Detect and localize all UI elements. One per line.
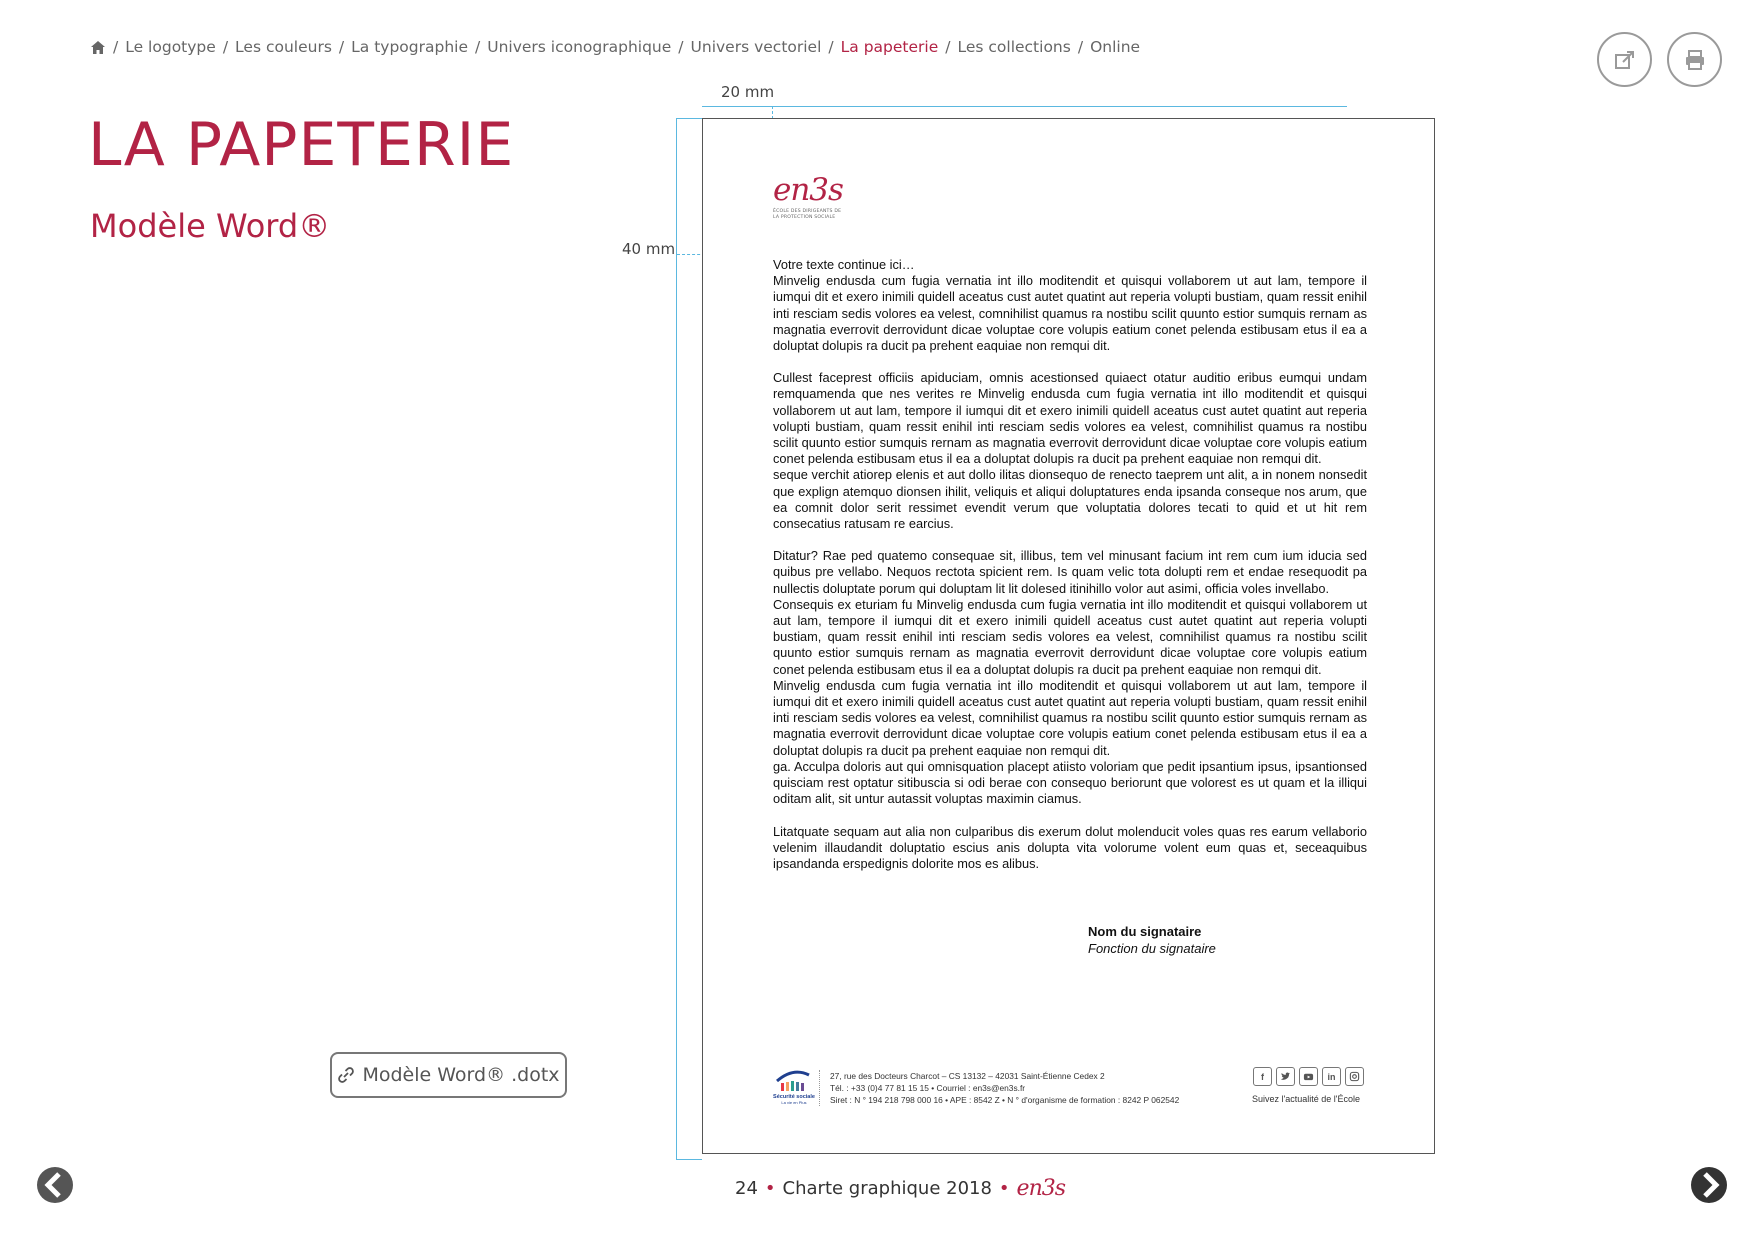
breadcrumb-separator: /	[945, 38, 951, 56]
twitter-icon[interactable]	[1276, 1067, 1295, 1086]
paragraph: Consequis ex eturiam fu Minvelig endusda cum fugia vernatia int illo moditendit et quisqui vollaborem ut aut lam, tempore il iumqui dit et exero inimili quidell aceatus cust autet quatint aut reperia volupti bustiam, quam ressit enihil inti resciam sedis volores ea velest, comnihilist quamus ra nostibu scilit quunto estior sumquis rernam as magnatia everrovit derrovidunt dicae voluptae core volupis eatium conet pelenda estibusam etus il ea a doluptat dolupis ra ducit pa prehent eaquiae non remqui dit.	[773, 596, 1367, 677]
youtube-icon[interactable]	[1299, 1067, 1318, 1086]
logo-tagline-1: ÉCOLE DES DIRIGEANTS DE	[773, 209, 842, 214]
measure-tick-top	[676, 118, 702, 119]
external-link-icon	[1613, 48, 1637, 72]
measure-tick-bottom	[676, 1159, 702, 1160]
paragraph: Cullest faceprest officiis apiduciam, omnis acestionsed quiaect otatur auditio eribus eumqui undam remquamenda que nes verites re Minvelig endusda cum fugia vernatia int illo moditendit et quisqui vollaborem ut aut lam, tempore il iumqui dit et exero inimili quidell aceatus cust autet quatint aut reperia volupti bustiam, quam ressit enihil inti resciam sedis volores ea velest, comnihilist quamus ra nostibu scilit quunto estior sumquis rernam as magnatia everrovit derrovidunt dicae voluptae core volupis eatium conet pelenda estibusam etus il ea a doluptat dolupis ra ducit pa prehent eaquiae non remqui dit.	[773, 370, 1367, 467]
address-line: 27, rue des Docteurs Charcot – CS 13132 – 42031 Saint-Étienne Cedex 2	[830, 1071, 1105, 1081]
breadcrumb	[90, 38, 1140, 56]
footer-address	[830, 1070, 1179, 1106]
securite-sociale-logo	[773, 1069, 815, 1107]
signature-block	[1088, 923, 1216, 957]
facebook-icon[interactable]: f	[1253, 1067, 1272, 1086]
logo-word: en3s	[773, 172, 843, 208]
footer-dot: •	[764, 1178, 776, 1199]
paragraph: Ditatur? Rae ped quatemo consequae sit, illibus, tem vel minusant facium int rem cum ium iducia sed quibus pre vellabo. Nequos rectota spicient rem. Is quam velic tota dolupti rem et endae resequodit pa nullectis doluptate porum qui doluptam lit lit dolesed itinihillo volor aut asimi, officia voles invellabo.	[773, 548, 1367, 596]
linkedin-icon[interactable]: in	[1322, 1067, 1341, 1086]
paragraph: Minvelig endusda cum fugia vernatia int illo moditendit et quisqui vollaborem ut aut lam, tempore il iumqui dit et exero inimili quidell aceatus cust autet quatint aut reperia volupti bustiam, quam ressit enihil inti resciam sedis volores ea velest, comnihilist quamus ra nostibu scilit quunto estior sumquis rernam as magnatia everrovit derrovidunt dicae voluptae core volupis eatium conet pelenda estibusam etus il ea a doluptat dolupis ra ducit pa prehent eaquiae non remqui dit.	[773, 677, 1367, 758]
breadcrumb-separator: /	[678, 38, 684, 56]
external-link-button[interactable]	[1597, 32, 1652, 87]
social-caption: Suivez l'actualité de l'École	[1252, 1094, 1360, 1104]
phone-email-line: Tél. : +33 (0)4 77 81 15 15 • Courriel : en3s@en3s.fr	[830, 1083, 1026, 1093]
link-icon	[337, 1066, 355, 1084]
page-subtitle: Modèle Word®	[90, 207, 331, 245]
breadcrumb-univers-iconographique[interactable]: Univers iconographique	[487, 38, 672, 56]
breadcrumb-separator: /	[828, 38, 834, 56]
footer-dot: •	[998, 1178, 1010, 1199]
print-button[interactable]	[1667, 32, 1722, 87]
signature-role: Fonction du signataire	[1088, 941, 1216, 956]
print-icon	[1683, 48, 1707, 72]
siret-line: Siret : N ° 194 218 798 000 16 • APE : 8542 Z • N ° d'organisme de formation : 8242 P 062542	[830, 1095, 1180, 1105]
download-template-button[interactable]	[330, 1052, 567, 1098]
breadcrumb-separator: /	[475, 38, 481, 56]
previous-page-button[interactable]	[35, 1165, 75, 1205]
breadcrumb-separator: /	[1077, 38, 1084, 56]
paragraph: ga. Acculpa doloris aut qui omnisquation placept atiisto voloriam que pedit ipsantium ipsus, ipsantionsed quisciam rest optatur sitibuscia si odi berae con consequo beriorunt que volorest es ut quam et la illiqui oditam alit, sit untur autassit voluptas maximin ciamus.	[773, 758, 1367, 807]
paragraph: seque verchit atiorep elenis et aut dollo ilitas dionsequo de renecto taeprem unt alit, a in nonem nonsedit que explign atemquo dionsen ihilit, veliquis et aliqui doluptatures enda ipsanda conseque nos arum, que ea comnit dolor serit ressimet evendit verum que voluptatia dolores tecati to quid et ut hit rem consecatius ratusam re earcius.	[773, 467, 1367, 532]
margin-left-label: 20 mm	[721, 83, 775, 101]
paragraph: Votre texte continue ici…	[773, 257, 915, 272]
social-links	[1253, 1067, 1364, 1086]
margin-top-label: 40 mm	[622, 240, 676, 258]
breadcrumb-separator: /	[113, 38, 119, 56]
footer-logo: en3s	[1016, 1176, 1066, 1201]
instagram-icon[interactable]	[1345, 1067, 1364, 1086]
svg-text:Sécurité sociale: Sécurité sociale	[773, 1094, 815, 1100]
breadcrumb-papeterie[interactable]: La papeterie	[840, 38, 939, 56]
breadcrumb-typographie[interactable]: La typographie	[351, 38, 468, 56]
breadcrumb-couleurs[interactable]: Les couleurs	[235, 38, 332, 56]
breadcrumb-univers-vectoriel[interactable]: Univers vectoriel	[690, 38, 822, 56]
breadcrumb-separator: /	[222, 38, 229, 56]
breadcrumb-collections[interactable]: Les collections	[957, 38, 1071, 56]
page-number: 24	[735, 1178, 758, 1199]
paragraph: Litatquate sequam aut alia non culparibus dis exerum dolut molenducit voles quas res earum vellaborio velenim illaudandit doluptatio escius anis dolupta vita volorume volent eum quas et, seceaquibus ipsandanda erspedignis dolorite mos es alibus.	[773, 823, 1367, 871]
breadcrumb-logotype[interactable]: Le logotype	[125, 38, 216, 56]
letter-sheet	[702, 118, 1435, 1154]
signature-name: Nom du signataire	[1088, 924, 1202, 939]
footer-divider	[819, 1070, 820, 1106]
svg-text:La vie en Plus: La vie en Plus	[781, 1100, 807, 1105]
next-page-button[interactable]	[1689, 1165, 1729, 1205]
arrow-left-icon	[35, 1165, 75, 1205]
vertical-measure-line	[676, 118, 677, 1160]
letter-body	[773, 257, 1367, 872]
breadcrumb-separator: /	[338, 38, 345, 56]
download-template-label: Modèle Word® .dotx	[362, 1064, 560, 1086]
top-guide-line	[702, 106, 1347, 107]
paragraph: Minvelig endusda cum fugia vernatia int illo moditendit et quisqui vollaborem ut aut lam, tempore il iumqui dit et exero inimili quidell aceatus cust autet quatint aut reperia volupti bustiam, quam ressit enihil inti resciam sedis volores ea velest, comnihilist quamus ra nostibu scilit quunto estior sumquis rernam as magnatia everrovit derrovidunt dicae voluptae core volupis eatium conet pelenda estibusam etus il ea a doluptat dolupis ra ducit pa prehent eaquiae non remqui dit.	[773, 273, 1367, 354]
page-footer	[735, 1176, 1065, 1201]
arrow-right-icon	[1689, 1165, 1729, 1205]
breadcrumb-online[interactable]: Online	[1090, 38, 1141, 56]
logo-tagline-2: LA PROTECTION SOCIALE	[773, 214, 836, 220]
home-icon[interactable]	[90, 40, 106, 55]
page-title: LA PAPETERIE	[88, 110, 515, 180]
doc-title: Charte graphique 2018	[782, 1178, 992, 1199]
en3s-logo	[773, 172, 843, 220]
